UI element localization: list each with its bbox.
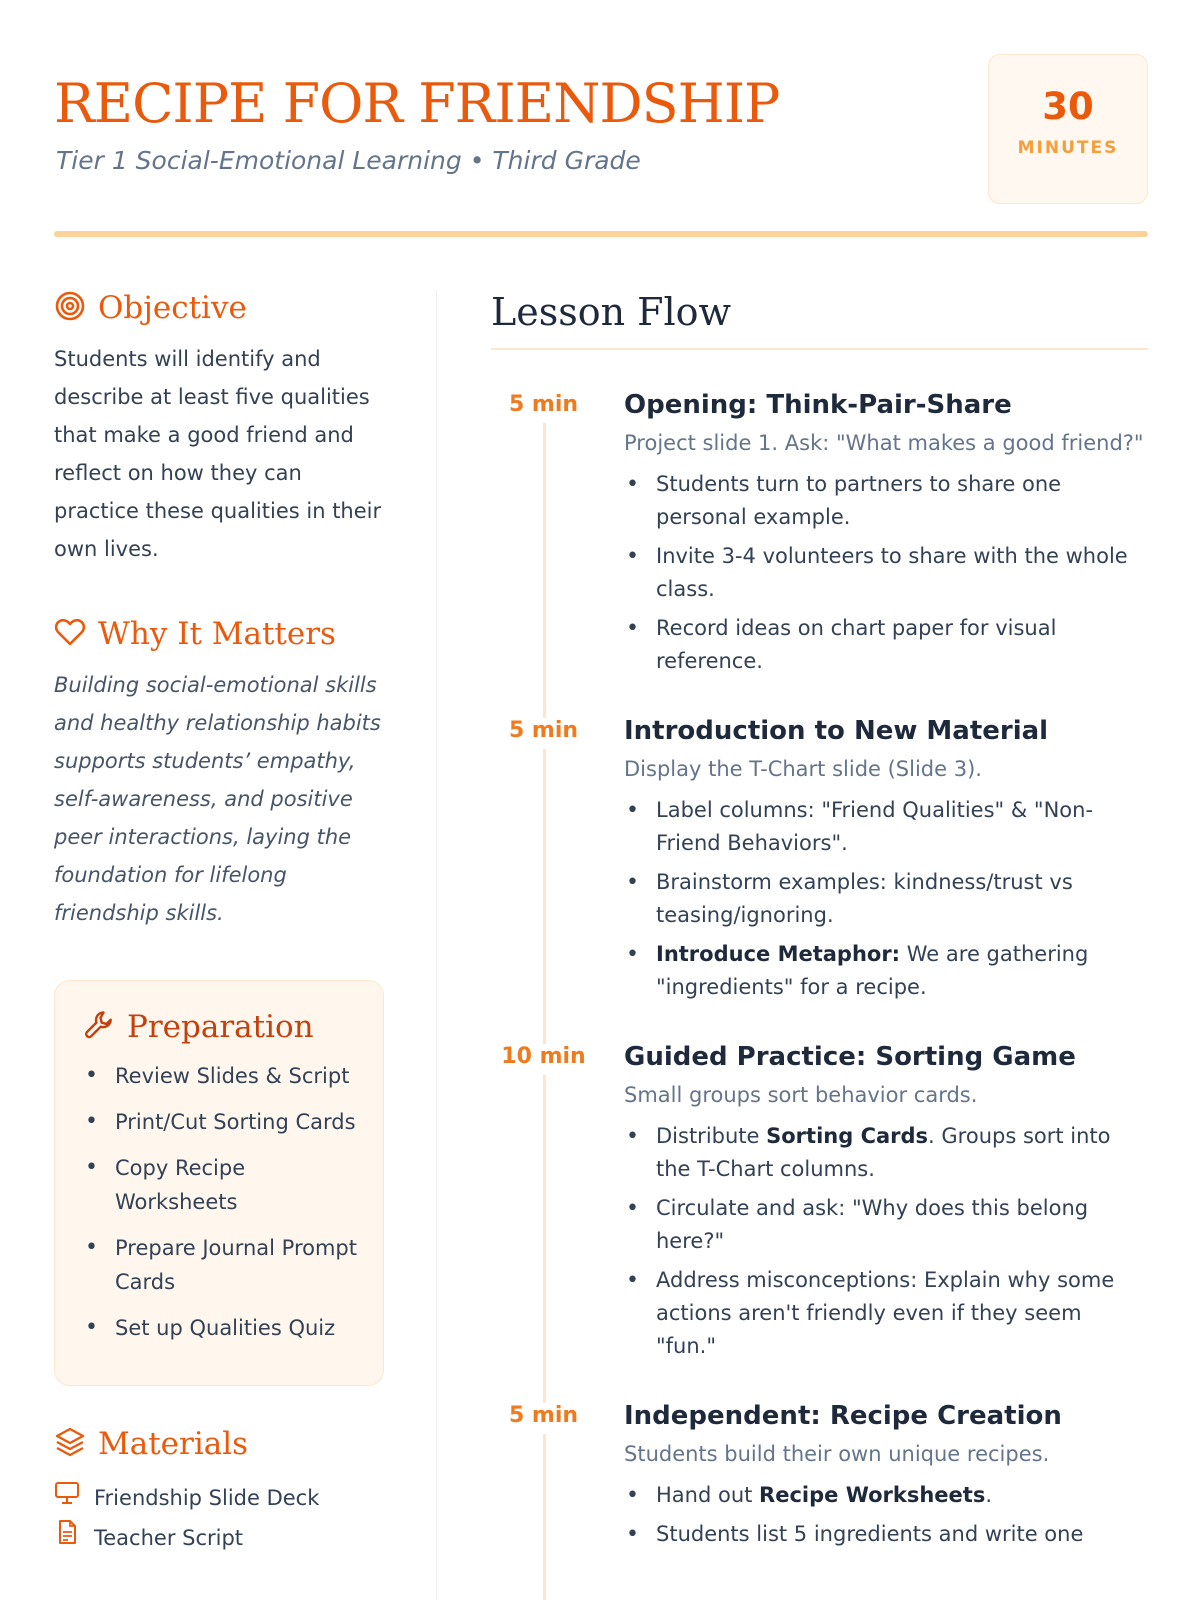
- list-item: [54, 1518, 384, 1558]
- duration-badge: [988, 54, 1148, 204]
- column-divider: [436, 290, 437, 1600]
- step-bullet-list: [624, 468, 1148, 678]
- bullet-text: Circulate and ask: "Why does this belong here?": [656, 1196, 1089, 1253]
- lesson-step: [491, 714, 1148, 1004]
- step-title: Independent: Recipe Creation: [624, 1401, 1062, 1431]
- wrench-icon: [83, 1009, 115, 1045]
- preparation-title: Preparation: [127, 1009, 314, 1045]
- target-icon: [54, 290, 86, 326]
- preparation-heading: [83, 1009, 357, 1045]
- list-item: • Print/Cut Sorting Cards: [83, 1105, 357, 1139]
- materials-title: Materials: [98, 1426, 249, 1462]
- step-body: [624, 1040, 1148, 1363]
- lesson-step: [491, 1040, 1148, 1363]
- list-item: [624, 468, 1148, 534]
- header-divider: [54, 231, 1148, 237]
- list-item: • Prepare Journal Prompt Cards: [83, 1231, 357, 1299]
- step-duration: 10 min: [491, 1044, 596, 1075]
- objective-title: Objective: [98, 290, 247, 326]
- preparation-list: [83, 1059, 357, 1345]
- bullet-text-prefix: Hand out: [656, 1483, 760, 1507]
- page-title: RECIPE FOR FRIENDSHIP: [54, 72, 780, 135]
- step-duration: 5 min: [491, 1403, 596, 1434]
- step-body: [624, 388, 1148, 678]
- step-description: Project slide 1. Ask: "What makes a good friend?": [624, 431, 1144, 455]
- lesson-timeline: [491, 388, 1148, 1551]
- list-item: [624, 1192, 1148, 1258]
- bullet-text-prefix: Distribute: [656, 1124, 767, 1148]
- list-item: [54, 1478, 384, 1518]
- list-item: [624, 1120, 1148, 1186]
- objective-heading: [54, 290, 384, 326]
- materials-list: [54, 1478, 384, 1558]
- duration-label: MINUTES: [1017, 138, 1119, 158]
- bullet-text: Students list 5 ingredients and write one: [656, 1522, 1084, 1546]
- bullet-text: Label columns: "Friend Qualities" & "Non-Friend Behaviors".: [656, 798, 1094, 855]
- step-description: Small groups sort behavior cards.: [624, 1083, 978, 1107]
- bullet-emphasis: Recipe Worksheets: [759, 1483, 986, 1507]
- why-text: Building social-emotional skills and healthy relationship habits supports students’ empathy, self-awareness, and positive peer interactions, laying the foundation for lifelong friendship skills.: [54, 673, 381, 925]
- lesson-header: [54, 54, 1148, 236]
- lesson-step: [491, 1399, 1148, 1551]
- layers-icon: [54, 1426, 86, 1462]
- step-body: [624, 1399, 1148, 1551]
- list-item: [624, 866, 1148, 932]
- bullet-text: . Groups sort into the T-Chart columns.: [656, 1124, 1111, 1181]
- lesson-flow-title: Lesson Flow: [491, 290, 732, 334]
- objective-text: Students will identify and describe at least five qualities that make a good friend and reflect on how they can practice these qualities in their own lives.: [54, 347, 382, 561]
- bullet-text: Brainstorm examples: kindness/trust vs teasing/ignoring.: [656, 870, 1073, 927]
- right-column: [491, 290, 1148, 1587]
- lesson-flow-divider: [491, 348, 1148, 350]
- material-label: Friendship Slide Deck: [94, 1486, 320, 1510]
- list-item: • Review Slides & Script: [83, 1059, 357, 1093]
- step-body: [624, 714, 1148, 1004]
- step-title: Introduction to New Material: [624, 716, 1049, 746]
- why-heading: [54, 616, 384, 652]
- list-item: [624, 1264, 1148, 1363]
- step-bullet-list: [624, 1479, 1148, 1551]
- why-title: Why It Matters: [98, 616, 336, 652]
- document-icon: [54, 1518, 80, 1558]
- step-bullet-list: [624, 794, 1148, 1004]
- list-item: [624, 612, 1148, 678]
- step-duration: 5 min: [491, 392, 596, 423]
- materials-heading: [54, 1426, 384, 1462]
- list-item: [624, 1479, 1148, 1512]
- step-title: Opening: Think-Pair-Share: [624, 390, 1012, 420]
- step-description: Display the T-Chart slide (Slide 3).: [624, 757, 982, 781]
- preparation-panel: [54, 980, 384, 1386]
- page-subtitle: Tier 1 Social-Emotional Learning • Third Grade: [56, 146, 641, 175]
- bullet-text: Invite 3-4 volunteers to share with the whole class.: [656, 544, 1128, 601]
- step-duration: 5 min: [491, 718, 596, 749]
- list-item: [624, 540, 1148, 606]
- list-item: [624, 938, 1148, 1004]
- bullet-text: .: [985, 1483, 993, 1507]
- list-item: [624, 1518, 1148, 1551]
- monitor-icon: [54, 1478, 80, 1518]
- list-item: • Copy Recipe Worksheets: [83, 1151, 357, 1219]
- duration-number: 30: [1042, 85, 1094, 128]
- heart-icon: [54, 617, 86, 651]
- list-item: • Set up Qualities Quiz: [83, 1311, 357, 1345]
- bullet-emphasis: Sorting Cards: [766, 1124, 929, 1148]
- lesson-step: [491, 388, 1148, 678]
- bullet-text: Students turn to partners to share one personal example.: [656, 472, 1062, 529]
- step-description: Students build their own unique recipes.: [624, 1442, 1050, 1466]
- bullet-text: Record ideas on chart paper for visual reference.: [656, 616, 1057, 673]
- bullet-text: We are gathering "ingredients" for a recipe.: [656, 942, 1089, 999]
- step-bullet-list: [624, 1120, 1148, 1363]
- bullet-text: Address misconceptions: Explain why some actions aren't friendly even if they seem "fun.": [656, 1268, 1115, 1358]
- step-title: Guided Practice: Sorting Game: [624, 1042, 1076, 1072]
- material-label: Teacher Script: [94, 1526, 244, 1550]
- list-item: [624, 794, 1148, 860]
- left-column: [54, 290, 384, 1558]
- bullet-emphasis: Introduce Metaphor:: [656, 942, 901, 966]
